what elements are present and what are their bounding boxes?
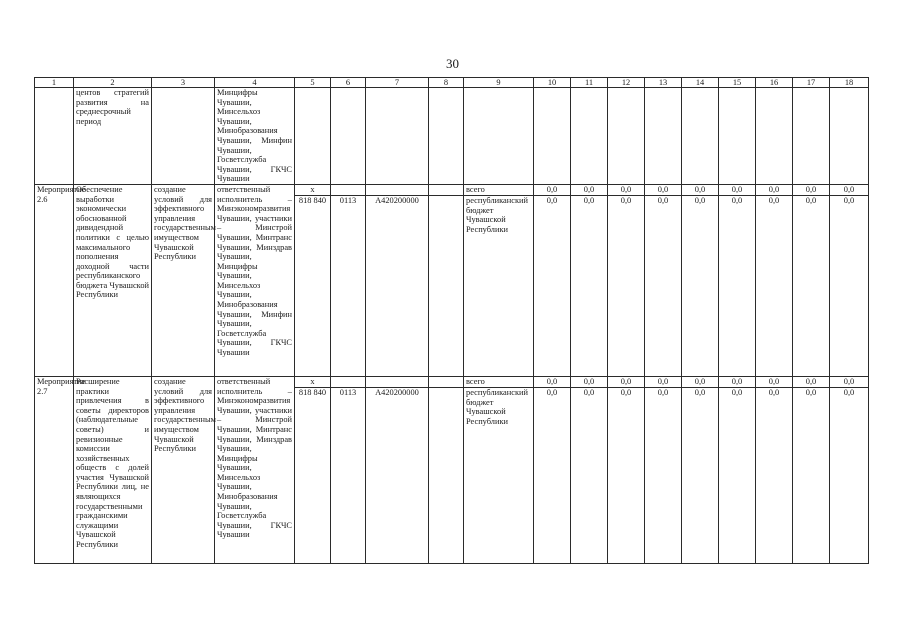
table-cell (366, 376, 429, 387)
value-cell: 0,0 (645, 195, 682, 376)
value-cell: 0,0 (793, 387, 830, 563)
target-article-cell: А420200000 (366, 387, 429, 563)
value-cell: 0,0 (830, 195, 869, 376)
executors-cell: Минцифры Чувашии, Минсельхоз Чувашии, Минобразования Чувашии, Минфин Чувашии, Госветслужба Чувашии, ГКЧС Чувашии (215, 88, 295, 185)
column-number-row (35, 78, 869, 88)
value-cell: 0,0 (793, 376, 830, 387)
table-cell (682, 88, 719, 185)
table-cell (429, 376, 464, 387)
value-cell: 0,0 (645, 387, 682, 563)
value-cell: 0,0 (756, 195, 793, 376)
funding-source-cell: республиканский бюджет Чувашской Республики (464, 387, 534, 563)
grbs-code-cell: 818 840 (295, 387, 331, 563)
value-cell: 0,0 (608, 376, 645, 387)
column-number: 13 (645, 78, 682, 88)
column-number: 6 (331, 78, 366, 88)
value-cell: 0,0 (830, 387, 869, 563)
value-cell: 0,0 (571, 195, 608, 376)
table-cell (608, 88, 645, 185)
column-number: 8 (429, 78, 464, 88)
column-number: 17 (793, 78, 830, 88)
value-cell: 0,0 (719, 387, 756, 563)
column-number: 15 (719, 78, 756, 88)
column-number: 4 (215, 78, 295, 88)
value-cell: 0,0 (645, 184, 682, 195)
measure-goal-cell: создание условий для эффективного управления государственным имуществом Чувашской Республики (152, 376, 215, 563)
column-number: 2 (74, 78, 152, 88)
value-cell: 0,0 (756, 376, 793, 387)
column-number: 5 (295, 78, 331, 88)
table-cell (152, 88, 215, 185)
table-cell (429, 88, 464, 185)
table-cell (429, 184, 464, 195)
grbs-code-cell: x (295, 184, 331, 195)
table-cell (830, 88, 869, 185)
measure-name-cell: Обеспечение выработки экономически обоснованной дивидендной политики с целью максимального пополнения доходной части республиканского бюджета Чувашской Республики (74, 184, 152, 376)
page-number: 30 (446, 56, 459, 71)
value-cell: 0,0 (719, 195, 756, 376)
table-cell (331, 88, 366, 185)
value-cell: 0,0 (830, 184, 869, 195)
measure-name-cell: центов стратегий развития на среднесрочный период (74, 88, 152, 185)
value-cell: 0,0 (682, 184, 719, 195)
section-code-cell: 0113 (331, 195, 366, 376)
column-number: 18 (830, 78, 869, 88)
value-cell: 0,0 (608, 387, 645, 563)
table-cell (719, 88, 756, 185)
table-cell (429, 387, 464, 563)
table-cell (366, 88, 429, 185)
value-cell: 0,0 (719, 376, 756, 387)
column-number: 12 (608, 78, 645, 88)
executors-cell: ответственный исполнитель – Минэкономразвития Чувашии, участники – Минстрой Чувашии, Минтранс Чувашии, Минздрав Чувашии, Минцифры Чувашии, Минсельхоз Чувашии, Минобразования Чувашии, Госветслужба Чувашии, ГКЧС Чувашии (215, 376, 295, 563)
value-cell: 0,0 (682, 387, 719, 563)
table-cell (534, 88, 571, 185)
value-cell: 0,0 (756, 184, 793, 195)
column-number: 10 (534, 78, 571, 88)
table-cell (464, 88, 534, 185)
value-cell: 0,0 (719, 184, 756, 195)
value-cell: 0,0 (793, 184, 830, 195)
table-cell (645, 88, 682, 185)
measure-label-cell: Мероприятие 2.6 (35, 184, 74, 376)
value-cell: 0,0 (608, 184, 645, 195)
funding-source-cell: всего (464, 184, 534, 195)
column-number: 7 (366, 78, 429, 88)
measure-2-6-total-row (35, 184, 869, 195)
measure-label-cell: Мероприятие 2.7 (35, 376, 74, 563)
column-number: 9 (464, 78, 534, 88)
value-cell: 0,0 (756, 387, 793, 563)
table-cell (331, 184, 366, 195)
value-cell: 0,0 (534, 184, 571, 195)
grbs-code-cell: x (295, 376, 331, 387)
table-cell (793, 88, 830, 185)
value-cell: 0,0 (645, 376, 682, 387)
value-cell: 0,0 (793, 195, 830, 376)
grbs-code-cell: 818 840 (295, 195, 331, 376)
funding-source-cell: республиканский бюджет Чувашской Республики (464, 195, 534, 376)
continuation-row (35, 88, 869, 185)
value-cell: 0,0 (571, 387, 608, 563)
value-cell: 0,0 (571, 376, 608, 387)
program-measures-table (34, 77, 869, 564)
table-cell (331, 376, 366, 387)
table-cell (756, 88, 793, 185)
table-cell (571, 88, 608, 185)
executors-cell: ответственный исполнитель – Минэкономразвития Чувашии, участники – Минстрой Чувашии, Минтранс Чувашии, Минздрав Чувашии, Минцифры Чувашии, Минсельхоз Чувашии, Минобразования Чувашии, Минфин Чувашии, Госветслужба Чувашии, ГКЧС Чувашии (215, 184, 295, 376)
measure-goal-cell: создание условий для эффективного управления государственным имуществом Чувашской Республики (152, 184, 215, 376)
column-number: 14 (682, 78, 719, 88)
table-cell (429, 195, 464, 376)
table-cell (295, 88, 331, 185)
column-number: 16 (756, 78, 793, 88)
target-article-cell: А420200000 (366, 195, 429, 376)
measure-name-cell: Расширение практики привлечения в советы директоров (наблюдательные советы) и ревизионные комиссии хозяйственных обществ с долей участия Чувашской Республики лиц, не являющихся государственными гражданскими служащими Чувашской Республики (74, 376, 152, 563)
table-cell (35, 88, 74, 185)
funding-source-cell: всего (464, 376, 534, 387)
measure-2-7-total-row (35, 376, 869, 387)
value-cell: 0,0 (534, 195, 571, 376)
value-cell: 0,0 (534, 387, 571, 563)
value-cell: 0,0 (571, 184, 608, 195)
column-number: 1 (35, 78, 74, 88)
value-cell: 0,0 (534, 376, 571, 387)
column-number: 11 (571, 78, 608, 88)
value-cell: 0,0 (682, 195, 719, 376)
value-cell: 0,0 (682, 376, 719, 387)
table-cell (366, 184, 429, 195)
column-number: 3 (152, 78, 215, 88)
value-cell: 0,0 (830, 376, 869, 387)
section-code-cell: 0113 (331, 387, 366, 563)
value-cell: 0,0 (608, 195, 645, 376)
